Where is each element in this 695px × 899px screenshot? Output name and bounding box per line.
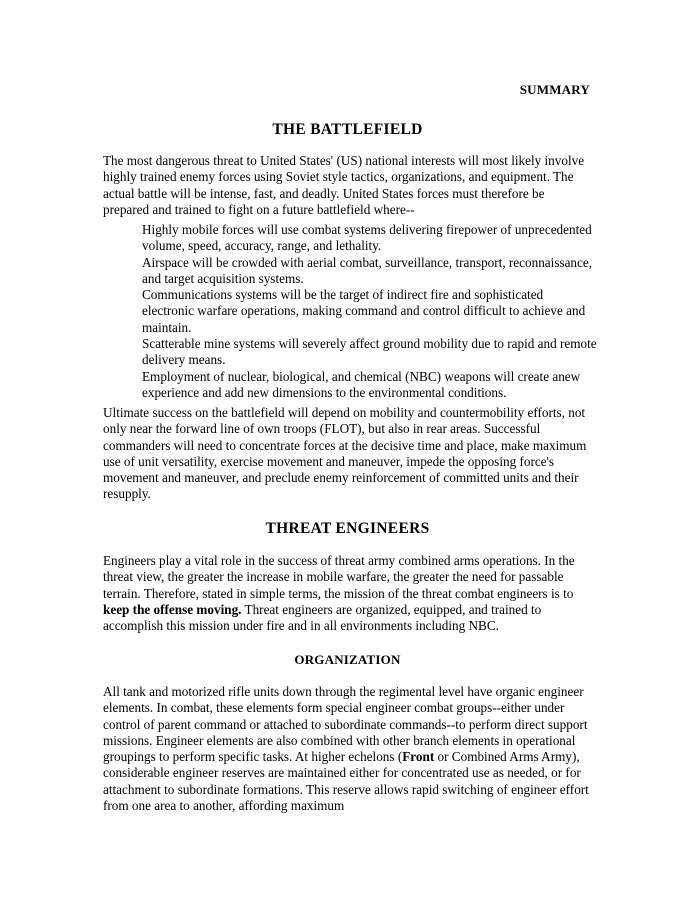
threat-engineers-paragraph bbox=[103, 553, 593, 634]
list-item: Airspace will be crowded with aerial combat, surveillance, transport, reconnaissance, and target acquisition systems. bbox=[142, 254, 593, 286]
running-header: SUMMARY bbox=[519, 82, 590, 97]
list-item: Highly mobile forces will use combat systems delivering firepower of unprecedented volume, speed, accuracy, range, and lethality. bbox=[142, 222, 592, 254]
battlefield-intro-paragraph: The most dangerous threat to United States' (US) national interests will most likely involve highly trained enemy forces using Soviet style tactics, organizations, and equipment. The actual battle will be intense, fast, and deadly. United States forces must therefore be prepared and trained to fight on a future battlefield where-- bbox=[103, 153, 585, 217]
section-title-threat-engineers: THREAT ENGINEERS bbox=[265, 520, 430, 537]
battlefield-conditions-list bbox=[142, 222, 597, 401]
text-run: Engineers play a vital role in the success of threat army combined arms operations. In the threat view, the greater the increase in mobile warfare, the greater the need for passable terrain. Therefore, stated in simple terms, the mission of the threat combat engineers is to bbox=[103, 553, 575, 601]
section-title-battlefield: THE BATTLEFIELD bbox=[272, 121, 423, 138]
list-item: Scatterable mine systems will severely affect ground mobility due to rapid and remote delivery means. bbox=[142, 336, 597, 368]
text-run: All tank and motorized rifle units down through the regimental level have organic engineer elements. In combat, these elements form special engineer combat groups--either under control of parent command or attached to subordinate commands--to perform direct support missions. Engineer elements are also combined with other branch elements in operational groupings to perform specific tasks. At higher echelons ( bbox=[103, 684, 588, 765]
section-title-organization: ORGANIZATION bbox=[294, 652, 401, 667]
battlefield-conclusion-paragraph: Ultimate success on the battlefield will depend on mobility and countermobility efforts, not only near the forward line of own troops (FLOT), but also in rear areas. Successful commanders will need to concentrate forces at the decisive time and place, make maximum use of unit versatility, exercise movement and maneuver, impede the opposing force's movement and maneuver, and preclude enemy reinforcement of committed units and their resupply. bbox=[103, 405, 587, 502]
text-run: Threat engineers are organized, equipped, and trained to accomplish this mission under fire and in all environments including NBC. bbox=[103, 601, 542, 634]
list-item: Employment of nuclear, biological, and chemical (NBC) weapons will create anew experience and add new dimensions to the environmental conditions. bbox=[142, 368, 581, 400]
emphasis-text: keep the offense moving. bbox=[103, 601, 242, 617]
text-run: or Combined Arms Army), considerable engineer reserves are maintained either for concentrated use as needed, or for attachment to subordinate formations. This reserve allows rapid switching of engineer effort from one area to another, affording maximum bbox=[103, 749, 589, 814]
emphasis-text: Front bbox=[402, 749, 435, 765]
list-item: Communications systems will be the target of indirect fire and sophisticated electronic warfare operations, making command and control difficult to achieve and maintain. bbox=[142, 287, 586, 335]
organization-paragraph bbox=[103, 684, 593, 814]
